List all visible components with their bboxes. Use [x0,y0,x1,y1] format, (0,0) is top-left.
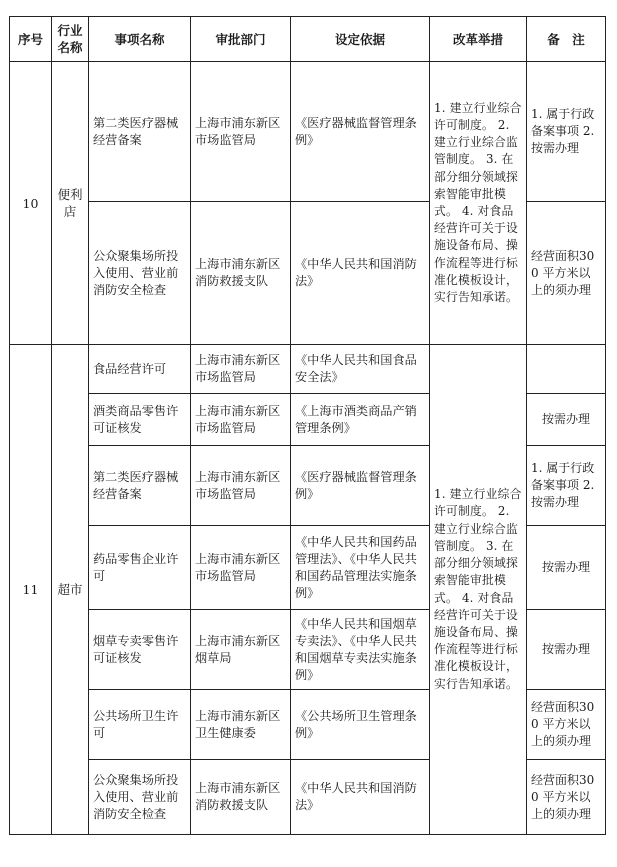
row-industry: 超市 [52,345,89,835]
header-number: 序号 [10,17,52,62]
header-item: 事项名称 [89,17,191,62]
legal-basis: 《中华人民共和国烟草专卖法》、《中华人民共和国烟草专卖法实施条例》 [291,610,430,690]
approval-dept: 上海市浦东新区烟草局 [191,610,291,690]
remark: 1. 属于行政备案事项 2. 按需办理 [527,446,606,526]
item-name: 酒类商品零售许可证核发 [89,394,191,446]
legal-basis: 《公共场所卫生管理条例》 [291,690,430,760]
approval-dept: 上海市浦东新区市场监管局 [191,526,291,610]
item-name: 第二类医疗器械经营备案 [89,446,191,526]
header-note: 备 注 [527,17,606,62]
approval-dept: 上海市浦东新区市场监管局 [191,394,291,446]
table-row [10,62,606,202]
legal-basis: 《中华人民共和国消防法》 [291,760,430,835]
remark: 按需办理 [527,526,606,610]
approval-dept: 上海市浦东新区市场监管局 [191,446,291,526]
approval-dept: 上海市浦东新区市场监管局 [191,345,291,394]
legal-basis: 《医疗器械监督管理条例》 [291,62,430,202]
item-name: 公众聚集场所投入使用、营业前消防安全检查 [89,760,191,835]
item-name: 食品经营许可 [89,345,191,394]
item-name: 公共场所卫生许可 [89,690,191,760]
approval-dept: 上海市浦东新区卫生健康委 [191,690,291,760]
header-industry: 行业名称 [52,17,89,62]
remark: 经营面积300 平方米以上的须办理 [527,202,606,345]
header-basis: 设定依据 [291,17,430,62]
item-name: 烟草专卖零售许可证核发 [89,610,191,690]
legal-basis: 《中华人民共和国药品管理法》、《中华人民共和国药品管理法实施条例》 [291,526,430,610]
row-number: 11 [10,345,52,835]
approval-dept: 上海市浦东新区消防救援支队 [191,760,291,835]
table-row [10,345,606,394]
header-row [10,17,606,62]
approval-items-table [9,16,606,835]
approval-dept: 上海市浦东新区消防救援支队 [191,202,291,345]
legal-basis: 《上海市酒类商品产销管理条例》 [291,394,430,446]
reform-measures: 1. 建立行业综合许可制度。 2. 建立行业综合监管制度。 3. 在部分细分领域探索智能审批模式。 4. 对食品经营许可关于设施设备布局、操作流程等进行标准化模板设计，实行告知承诺。 [430,345,527,835]
header-measures: 改革举措 [430,17,527,62]
header-dept: 审批部门 [191,17,291,62]
approval-dept: 上海市浦东新区市场监管局 [191,62,291,202]
item-name: 公众聚集场所投入使用、营业前消防安全检查 [89,202,191,345]
legal-basis: 《医疗器械监督管理条例》 [291,446,430,526]
remark [527,345,606,394]
remark: 按需办理 [527,394,606,446]
remark: 1. 属于行政备案事项 2. 按需办理 [527,62,606,202]
legal-basis: 《中华人民共和国食品安全法》 [291,345,430,394]
item-name: 药品零售企业许可 [89,526,191,610]
row-number: 10 [10,62,52,345]
remark: 按需办理 [527,610,606,690]
item-name: 第二类医疗器械经营备案 [89,62,191,202]
remark: 经营面积300 平方米以上的须办理 [527,760,606,835]
legal-basis: 《中华人民共和国消防法》 [291,202,430,345]
reform-measures: 1. 建立行业综合许可制度。 2. 建立行业综合监管制度。 3. 在部分细分领域探索智能审批模式。 4. 对食品经营许可关于设施设备布局、操作流程等进行标准化模板设计，实行告知承诺。 [430,62,527,345]
row-industry: 便利店 [52,62,89,345]
remark: 经营面积300 平方米以上的须办理 [527,690,606,760]
